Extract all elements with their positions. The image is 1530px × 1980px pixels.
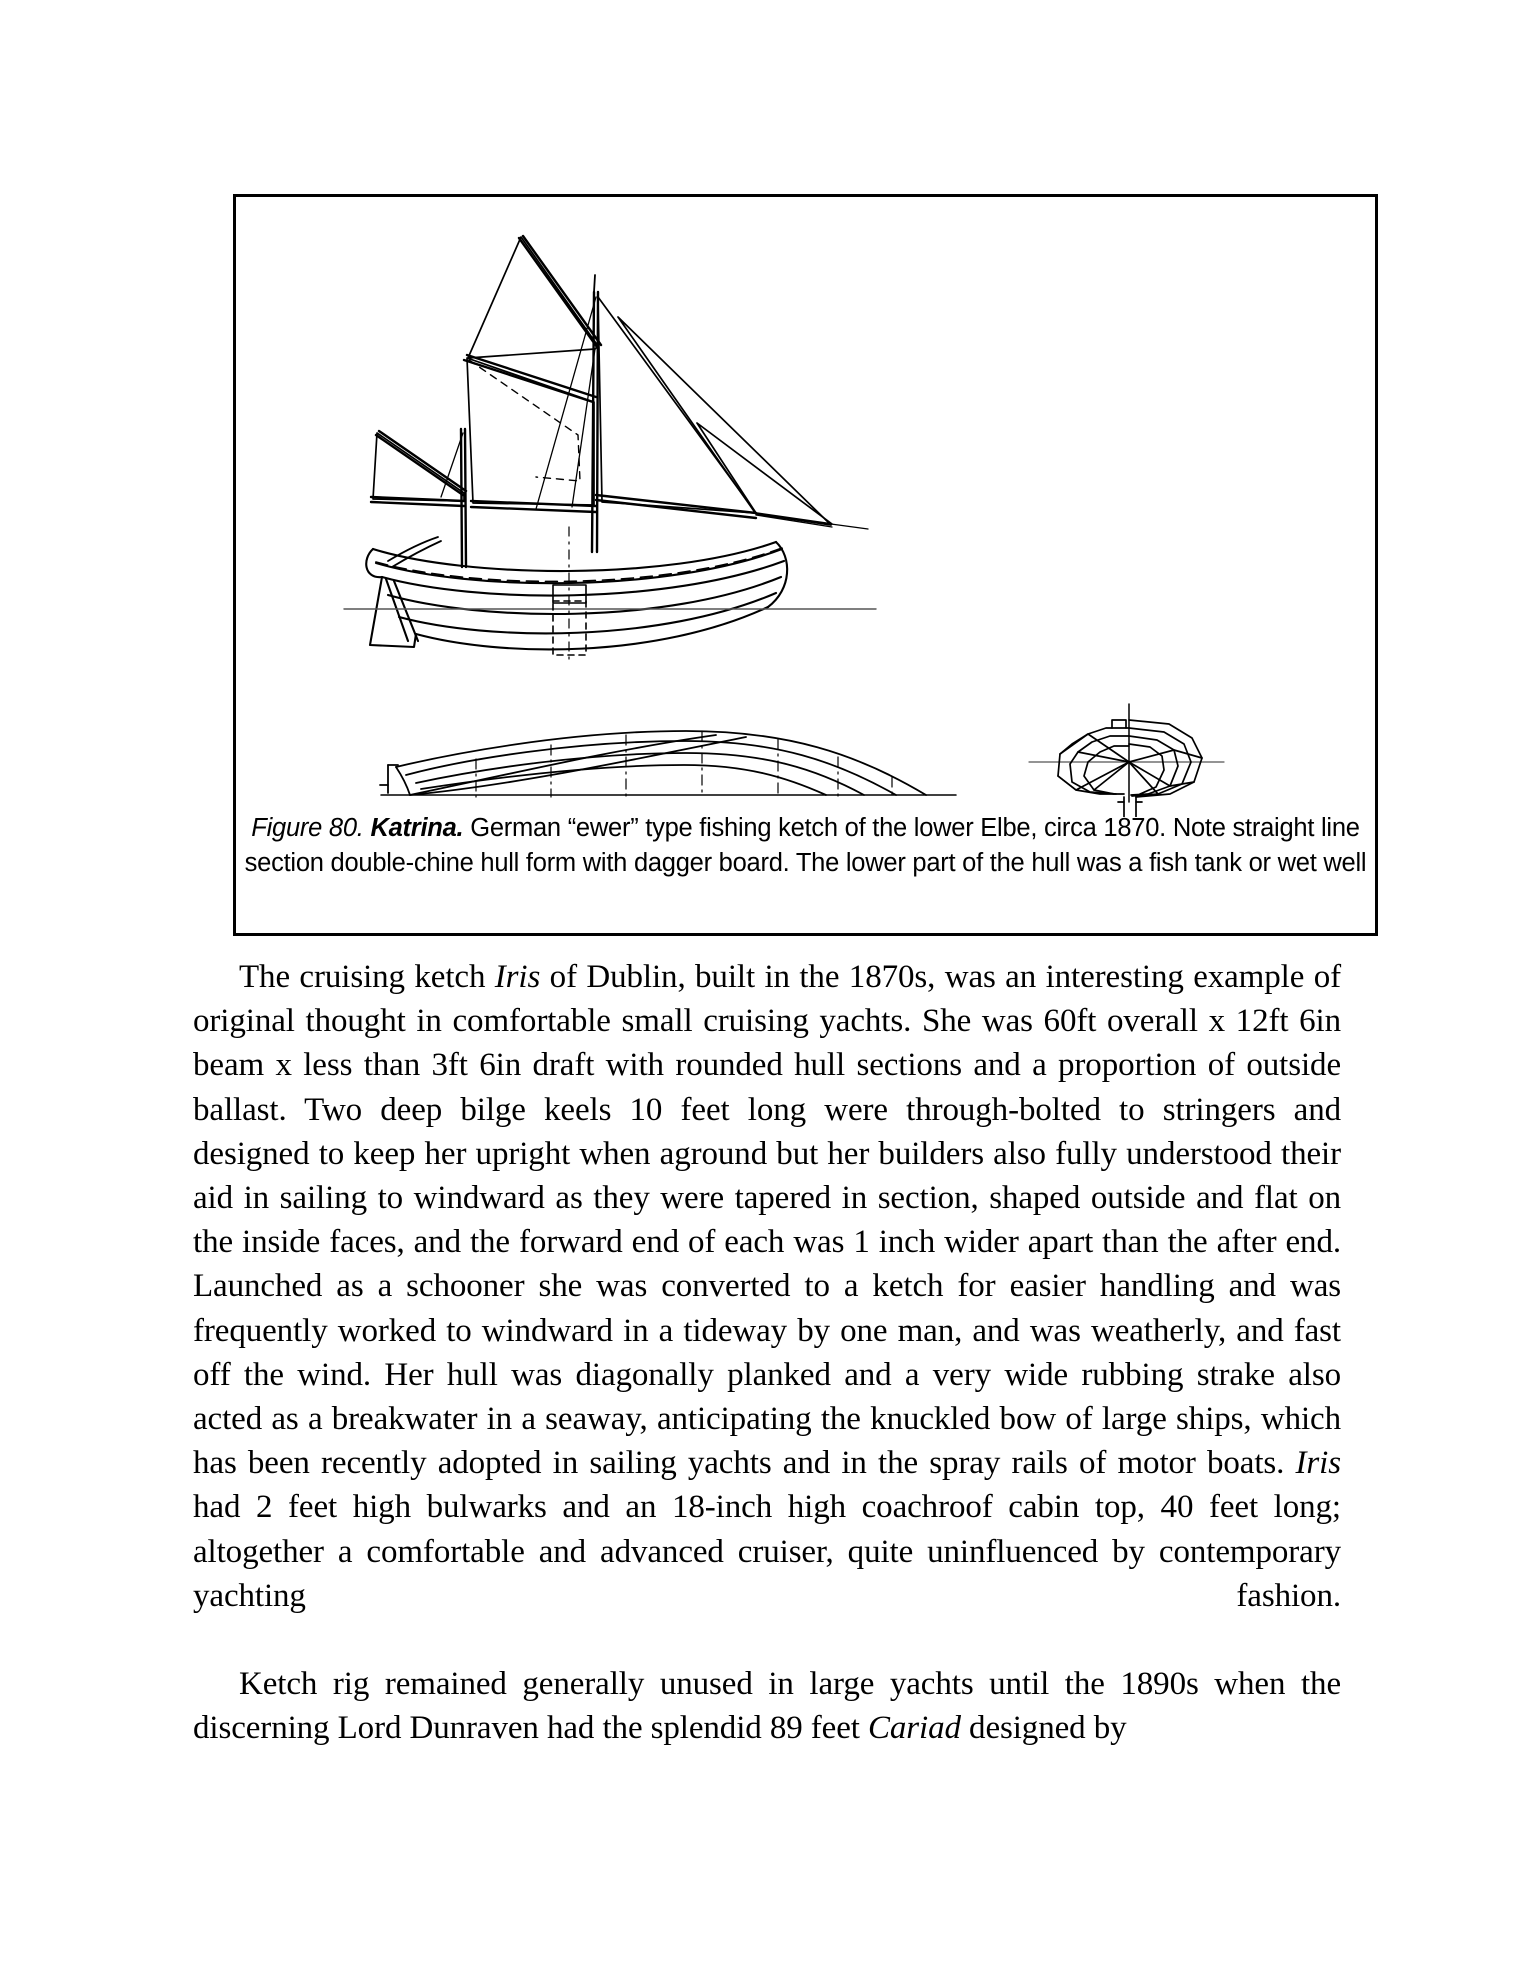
figure-number: Figure 80. — [251, 814, 364, 842]
body-plan — [1029, 704, 1224, 817]
text-run: of Dublin, built in the 1870s, was an interesting example of original thought in comfortable small cruising yachts. She was 60ft overall x 12ft 6in beam x less than 3ft 6in draft with rounded hull sections and a proportion of outside ballast. Two deep bilge keels 10 feet long were through-bolted to stringers and designed to keep her upright when aground but her builders also fully understood their aid in sailing to windward as they were tapered in section, shaped outside and flat on the inside faces, and the forward end of each was 1 inch wider apart than the after end. Launched as a schooner she was converted to a ketch for easier handling and was frequently worked to windward in a tideway by one man, and was weatherly, and fast off the wind. Her hull was diagonally planked and a very wide rubbing strake also acted as a breakwater in a seaway, anticipating the knuckled bow of large ships, which has been recently adopted in sailing yachts and in the spray rails of motor boats. — [193, 959, 1341, 1482]
body-text-column — [193, 955, 1341, 1751]
text-run: had 2 feet high bulwarks and an 18-inch high coachroof cabin top, 40 feet long; altogether a comfortable and advanced cruiser, quite uninfluenced by contemporary yachting fashion. — [193, 1489, 1341, 1614]
figure-vessel-name: Katrina. — [370, 814, 464, 842]
figure-80-container — [233, 194, 1378, 936]
hull-profile — [366, 537, 787, 649]
paragraph-iris — [193, 955, 1341, 1662]
rig-spars — [371, 236, 756, 567]
vessel-name-cariad: Cariad — [867, 1710, 961, 1747]
vessel-name-iris-2: Iris — [1295, 1445, 1341, 1482]
figure-caption-line-1: German “ewer” type fishing ketch of the lower Elbe, circa 1870. Note — [463, 814, 1226, 842]
figure-caption-line-3: a fish tank or wet well — [1128, 849, 1367, 877]
paragraph-ketch-rig — [193, 1662, 1341, 1750]
half-breadth-plan — [380, 731, 956, 797]
text-run: Ketch rig remained generally unused in large yachts until the 1890s when the discerning Lord Dunraven had the splendid 89 feet — [193, 1666, 1341, 1747]
ship-line-drawing — [236, 197, 1375, 817]
vessel-name-iris: Iris — [494, 959, 541, 995]
rigging-lines — [441, 297, 868, 529]
figure-caption — [242, 811, 1369, 881]
figure-caption-line-2: straight line section double-chine hull form with dagger board. The lower part of the hull was — [244, 814, 1360, 877]
text-run: The cruising ketch — [239, 959, 495, 995]
text-run: designed by — [960, 1710, 1127, 1747]
